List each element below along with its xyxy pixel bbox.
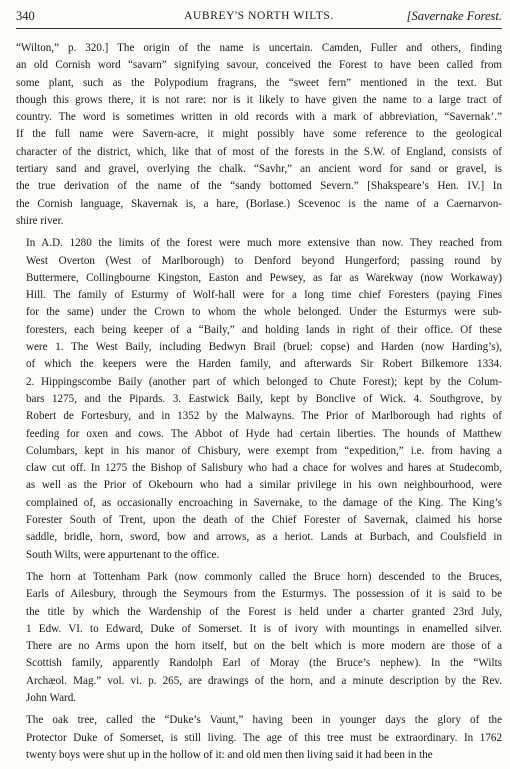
paragraph bbox=[16, 712, 502, 764]
text-line: Hill. The family of Esturmy of Wolf-hall were for a long time chief Foresters (paying Fines bbox=[26, 289, 502, 302]
header-rule bbox=[16, 28, 502, 29]
text-line: Forester South of Trent, upon the death of the Chief Forester of Savernak, claimed his horse bbox=[26, 514, 502, 527]
text-line: claw cut off. In 1275 the Bishop of Salisbury who had a chace for wolves and hares at Studecomb, bbox=[26, 462, 502, 475]
text-line: Protector Duke of Somerset, is still living. The age of this tree must be extraordinary. In 1762 bbox=[26, 731, 502, 744]
text-line: as well as the Prior of Okebourn who had a similar privilege in his own neighbourhood, were bbox=[26, 479, 502, 492]
text-line: The oak tree, called the “Duke’s Vaunt,” having been in younger days the glory of the bbox=[26, 714, 502, 727]
text-line: 1 Edw. VI. to Edward, Duke of Somerset. It is of ivory with mountings in enamelled silver. bbox=[26, 622, 502, 635]
running-header bbox=[16, 4, 502, 28]
text-line: of which the keepers were the Harden family, and afterwards Sir Robert Bilkemore 1334. bbox=[26, 358, 502, 371]
paragraph bbox=[16, 235, 502, 564]
text-line: Columbars, kept in his manor of Chisbury, were exempt from “expedition,” i.e. from having a bbox=[26, 444, 502, 457]
text-line: Buttermere, Collingbourne Kingston, Easton and Pewsey, as far as Warekway (now Workaway) bbox=[26, 271, 502, 284]
text-line: the Cornish language, Skavernak is, a hare, (Borlase.) Scevenoc is the name of a Caernarvon- bbox=[16, 197, 502, 210]
text-line: complained of, as occasionally encroaching in Savernake, to the damage of the King. The King’s bbox=[26, 496, 502, 509]
text-line: Earls of Ailesbury, through the Seymours from the Esturmys. The possession of it is said to be bbox=[26, 588, 502, 601]
text-line: the title by which the Wardenship of the Forest is held under a charter granted 23rd July, bbox=[26, 605, 502, 618]
page-number: 340 bbox=[16, 9, 35, 23]
text-line: some plant, such as the Polypodium fragrans, the “sweet fern” mentioned in the text. But bbox=[16, 76, 502, 89]
text-line: South Wilts, were appurtenant to the office. bbox=[26, 548, 220, 561]
running-title: AUBREY'S NORTH WILTS. bbox=[184, 10, 334, 22]
text-line: Scottish family, apparently Randolph Earl of Moray (the Bruce’s nephew). In the “Wilts bbox=[26, 657, 502, 670]
text-line: twenty boys were shut up in the hollow of it: and old men then living said it had been in the bbox=[26, 748, 433, 761]
text-line: though this grows there, it is not rare: nor is it likely to have given the name to a large tract of bbox=[16, 93, 502, 106]
text-line: 2. Hippingscombe Baily (another part of which belonged to Chute Forest); kept by the Colum- bbox=[26, 375, 502, 388]
text-line: saddle, bridle, horn, sword, bow and arrows, as a heriot. Lands at Burbach, and Coulsfield in bbox=[26, 531, 502, 544]
text-line: There are no Arms upon the horn itself, but on the belt which is more modern are those of a bbox=[26, 640, 502, 653]
text-line: an old Cornish word “savarn” signifying savour, conceived the Forest to have been called from bbox=[16, 59, 502, 72]
text-line: The horn at Tottenham Park (now commonly called the Bruce horn) descended to the Bruces, bbox=[26, 570, 502, 583]
text-line: feeding for oxen and cows. The Abbot of Hyde had certain liberties. The hounds of Matthew bbox=[26, 427, 502, 440]
section-title: [Savernake Forest. bbox=[406, 9, 502, 23]
text-line: Robert de Fortesbury, and in 1352 by the Malwayns. The Prior of Marlborough had rights of bbox=[26, 410, 502, 423]
text-line: West Overton (West of Marlborough) to Denford beyond Hungerford; passing round by bbox=[26, 254, 502, 267]
text-line: John Ward. bbox=[26, 691, 77, 704]
text-line: character of the district, which, like that of most of the forests in the S.W. of England, consists of bbox=[16, 145, 502, 158]
body-text bbox=[16, 40, 502, 769]
paragraph bbox=[16, 40, 502, 230]
paragraph bbox=[16, 569, 502, 707]
text-line: “Wilton,” p. 320.] The origin of the name is uncertain. Camden, Fuller and others, finding bbox=[16, 42, 502, 54]
text-line: tertiary sand and gravel, overlying the chalk. “Savhr,” an ancient word for sand or gravel, is bbox=[16, 163, 502, 176]
text-line: In A.D. 1280 the limits of the forest were much more extensive than now. They reached from bbox=[26, 237, 502, 250]
text-line: foresters, each being keeper of a “Baily,” and holding lands in right of their office. Of these bbox=[26, 323, 502, 336]
text-line: the true derivation of the name of the “sandy bottomed Severn.” [Shakspeare’s Hen. IV.] In bbox=[16, 180, 502, 193]
text-line: shire river. bbox=[16, 214, 64, 227]
text-line: If the full name were Savern-acre, it might possibly have some reference to the geological bbox=[16, 128, 502, 141]
text-line: were 1. The West Baily, including Bedwyn Brail (bruel: copse) and Harden (now Harding’s), bbox=[26, 341, 502, 354]
text-line: for the same) under the Crown to whom the whole belonged. Under the Esturmys were sub- bbox=[26, 306, 502, 319]
text-line: Archæol. Mag.” vol. vi. p. 265, are drawings of the horn, and a minute description by the Rev. bbox=[26, 674, 502, 687]
text-line: bars 1275, and the Pipards. 3. Eastwick Baily, kept by Bonclive of Wick. 4. Southgrove, by bbox=[26, 392, 502, 405]
text-line: country. The word is sometimes written in old records with a mark of abbreviation, “Savernak’.” bbox=[16, 111, 502, 124]
